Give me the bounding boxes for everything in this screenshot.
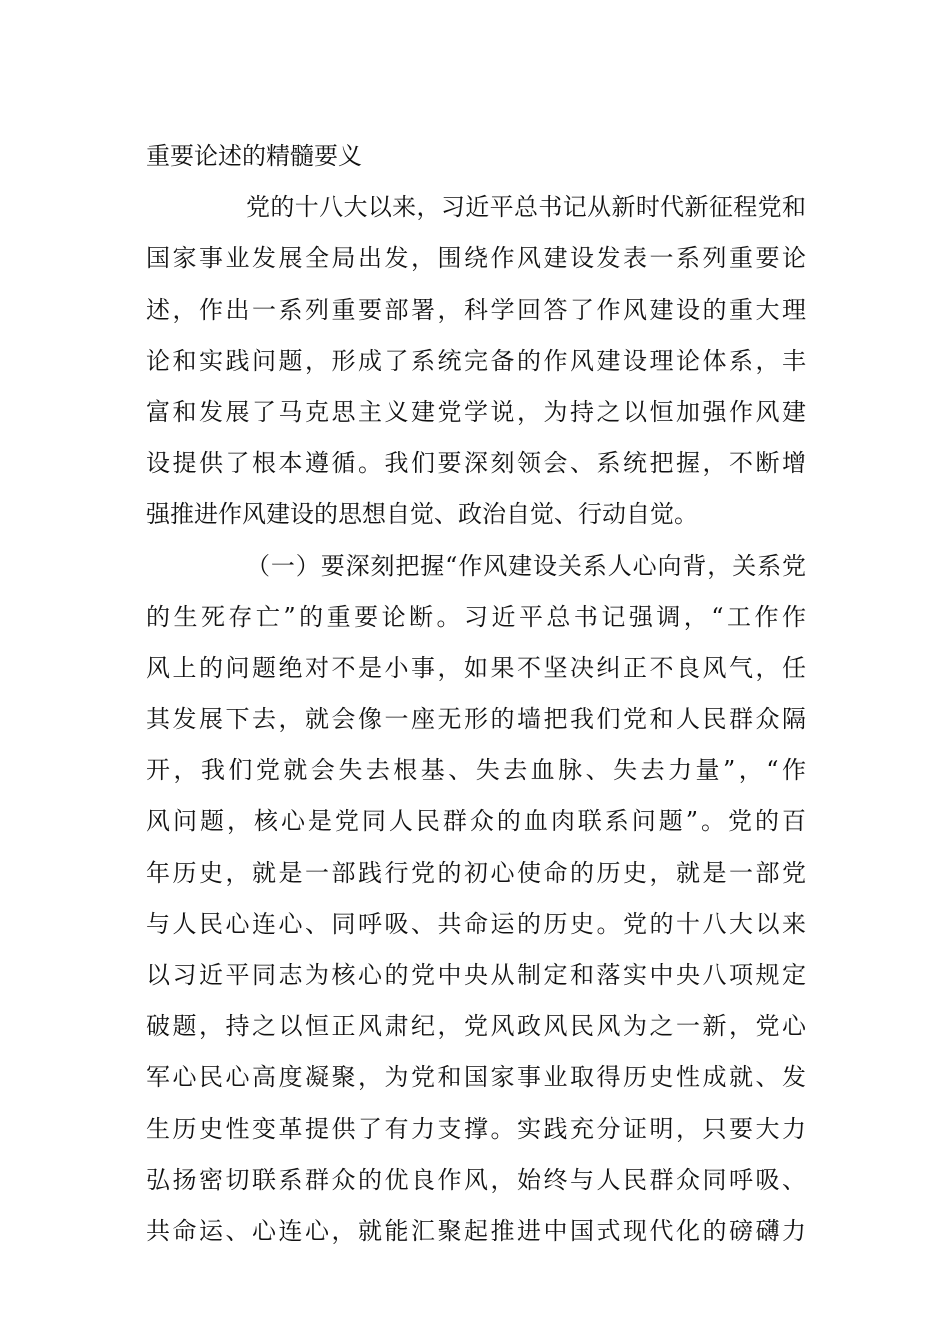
text-line: 的生死存亡”的重要论断。习近平总书记强调，“工作作 [146, 602, 806, 631]
text-line: 风问题，核心是党同人民群众的血肉联系问题”。党的百 [146, 807, 806, 836]
text-line: 弘扬密切联系群众的优良作风，始终与人民群众同呼吸、 [146, 1165, 806, 1194]
text-line: 风上的问题绝对不是小事，如果不坚决纠正不良风气，任 [146, 653, 806, 682]
text-line: 强推进作风建设的思想自觉、政治自觉、行动自觉。 [146, 500, 698, 529]
text-line: （一）要深刻把握“作风建设关系人心向背，关系党 [246, 551, 806, 580]
text-line: 年历史，就是一部践行党的初心使命的历史，就是一部党 [146, 858, 806, 887]
text-line: 破题，持之以恒正风肃纪，党风政风民风为之一新，党心 [146, 1012, 806, 1041]
text-line: 生历史性变革提供了有力支撑。实践充分证明，只要大力 [146, 1114, 806, 1143]
text-line: 开，我们党就会失去根基、失去血脉、失去力量”，“作 [146, 756, 806, 785]
text-line: 重要论述的精髓要义 [146, 142, 362, 170]
text-line: 共命运、心连心，就能汇聚起推进中国式现代化的磅礴力 [146, 1216, 806, 1245]
text-line: 以习近平同志为核心的党中央从制定和落实中央八项规定 [146, 961, 806, 989]
text-line: 与人民心连心、同呼吸、共命运的历史。党的十八大以来 [146, 909, 806, 938]
text-line: 党的十八大以来，习近平总书记从新时代新征程党和 [246, 193, 806, 222]
text-line: 述，作出一系列重要部署，科学回答了作风建设的重大理 [146, 295, 806, 324]
text-line: 论和实践问题，形成了系统完备的作风建设理论体系，丰 [146, 346, 806, 375]
text-line: 富和发展了马克思主义建党学说，为持之以恒加强作风建 [146, 397, 806, 426]
document-body [146, 131, 806, 1257]
text-line: 设提供了根本遵循。我们要深刻领会、系统把握，不断增 [146, 449, 806, 478]
text-line: 国家事业发展全局出发，围绕作风建设发表一系列重要论 [146, 244, 806, 273]
text-line: 其发展下去，就会像一座无形的墙把我们党和人民群众隔 [146, 705, 806, 734]
text-line: 军心民心高度凝聚，为党和国家事业取得历史性成就、发 [146, 1063, 806, 1092]
